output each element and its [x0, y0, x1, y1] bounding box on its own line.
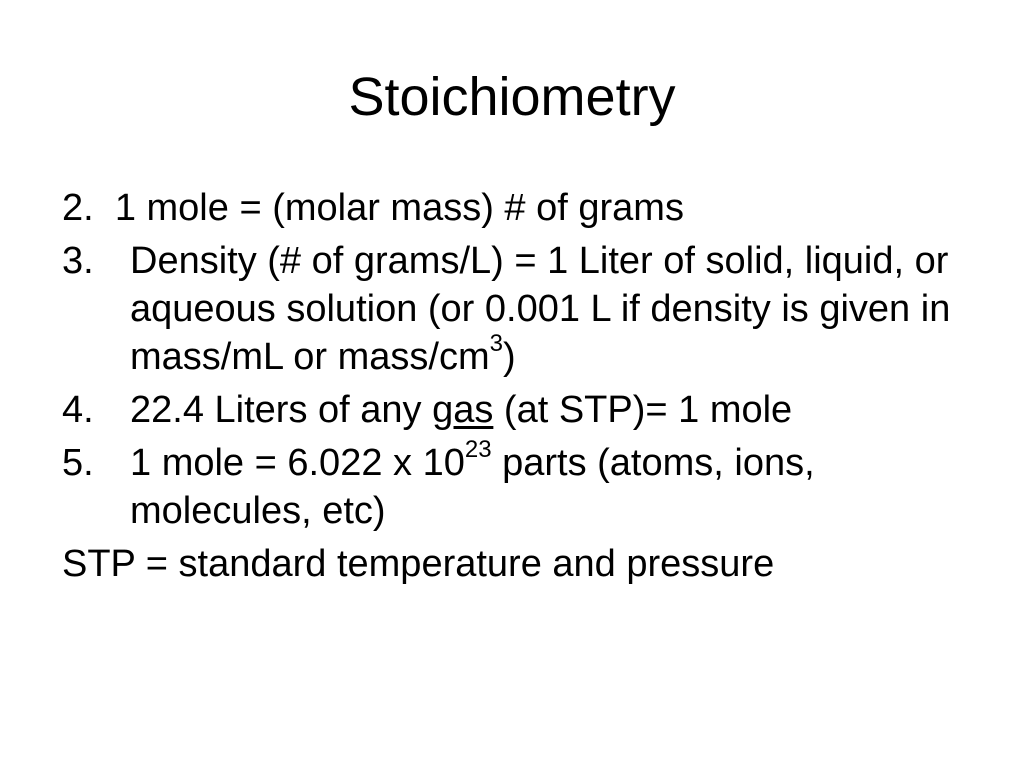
slide-body	[62, 184, 982, 593]
list-item-2	[62, 184, 982, 232]
list-item-3	[62, 237, 982, 381]
footnote: STP = standard temperature and pressure	[62, 543, 775, 585]
list-item-text: Density (# of grams/L) = 1 Liter of solid, liquid, or aqueous solution (or 0.001 L if density is given in mass/mL or mass/cm	[130, 240, 951, 378]
superscript-exponent: 3	[489, 330, 503, 358]
list-item-text-end: )	[503, 336, 516, 378]
slide-title: Stoichiometry	[348, 67, 676, 127]
list-item-text: 22.4 Liters of any	[130, 389, 433, 431]
list-number: 3.	[62, 240, 94, 282]
list-number: 2.	[62, 187, 94, 229]
list-item-5	[62, 436, 982, 535]
list-number: 4.	[62, 389, 94, 431]
list-item-text-end: parts (atoms, ions, molecules, etc)	[130, 442, 815, 532]
underlined-word: gas	[432, 389, 494, 431]
superscript-exponent: 23	[464, 436, 492, 464]
list-number: 5.	[62, 442, 94, 484]
list-item-text-end: (at STP)= 1 mole	[493, 389, 793, 431]
list-item-text: 1 mole = (molar mass) # of grams	[114, 187, 684, 229]
list-item-text: 1 mole = 6.022 x 10	[130, 442, 465, 484]
list-item-4	[62, 386, 982, 434]
